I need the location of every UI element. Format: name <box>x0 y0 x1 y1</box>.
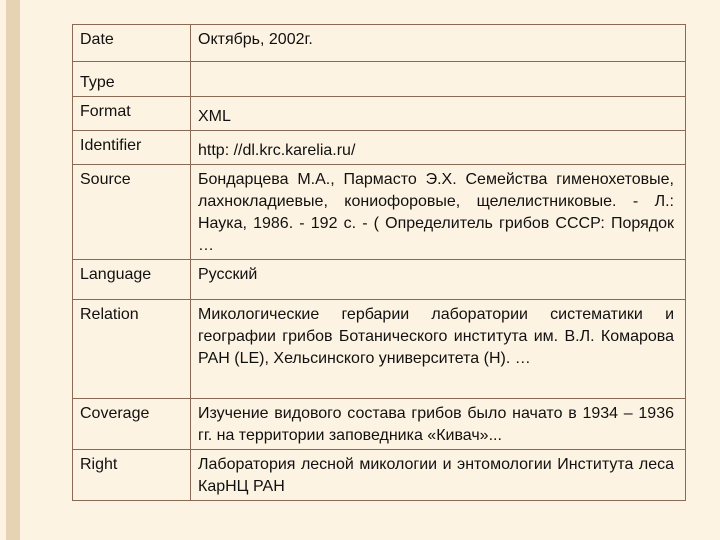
row-value-type <box>191 62 685 68</box>
row-label-identifier: Identifier <box>80 137 142 154</box>
value-cell <box>191 25 686 62</box>
row-label-language: Language <box>80 266 152 283</box>
label-cell <box>73 165 191 260</box>
metadata-table <box>72 24 686 501</box>
value-cell <box>191 165 686 260</box>
row-label-format: Format <box>80 103 131 120</box>
table-row-language <box>73 260 686 300</box>
row-value-format: XML <box>198 108 231 125</box>
row-label-source: Source <box>80 171 131 188</box>
row-value-language: Русский <box>198 266 258 283</box>
value-cell <box>191 260 686 300</box>
table-row-format <box>73 97 686 131</box>
label-cell <box>73 25 191 62</box>
value-cell <box>191 131 686 165</box>
value-cell <box>191 450 686 501</box>
table-row-coverage <box>73 399 686 450</box>
label-cell <box>73 260 191 300</box>
row-value-coverage: Изучение видового состава грибов было начато в 1934 – 1936 гг. на территории заповедника «Кивач»... <box>198 405 674 444</box>
label-cell <box>73 450 191 501</box>
value-cell <box>191 62 686 97</box>
table-row-right <box>73 450 686 501</box>
row-label-right: Right <box>80 456 118 473</box>
row-value-identifier: http: //dl.krc.karelia.ru/ <box>198 142 356 159</box>
label-cell <box>73 62 191 97</box>
label-cell <box>73 399 191 450</box>
table-row-source <box>73 165 686 260</box>
table-row-type <box>73 62 686 97</box>
left-accent-bar <box>6 0 20 540</box>
label-cell <box>73 97 191 131</box>
row-value-right: Лаборатория лесной микологии и энтомологии Института леса КарНЦ РАН <box>198 456 674 495</box>
value-cell <box>191 97 686 131</box>
row-label-relation: Relation <box>80 306 139 323</box>
row-label-date: Date <box>80 31 114 48</box>
table-row-relation <box>73 300 686 399</box>
row-value-relation: Микологические гербарии лаборатории систематики и географии грибов Ботанического института им. В.Л. Комарова РАН (LE), Хельсинского университета (H). … <box>198 306 674 367</box>
value-cell <box>191 399 686 450</box>
row-value-date: Октябрь, 2002г. <box>198 31 313 48</box>
table-row-identifier <box>73 131 686 165</box>
row-label-type: Type <box>80 74 115 91</box>
row-label-coverage: Coverage <box>80 405 150 422</box>
label-cell <box>73 131 191 165</box>
table-row-date <box>73 25 686 62</box>
row-value-source: Бондарцева М.А., Пармасто Э.Х. Семейства гименохетовые, лахнокладиевые, кониофоровые, щелелистниковые. - Л.: Наука, 1986. - 192 с. - ( Определитель грибов СССР: Порядок … <box>198 171 674 254</box>
value-cell <box>191 300 686 399</box>
label-cell <box>73 300 191 399</box>
